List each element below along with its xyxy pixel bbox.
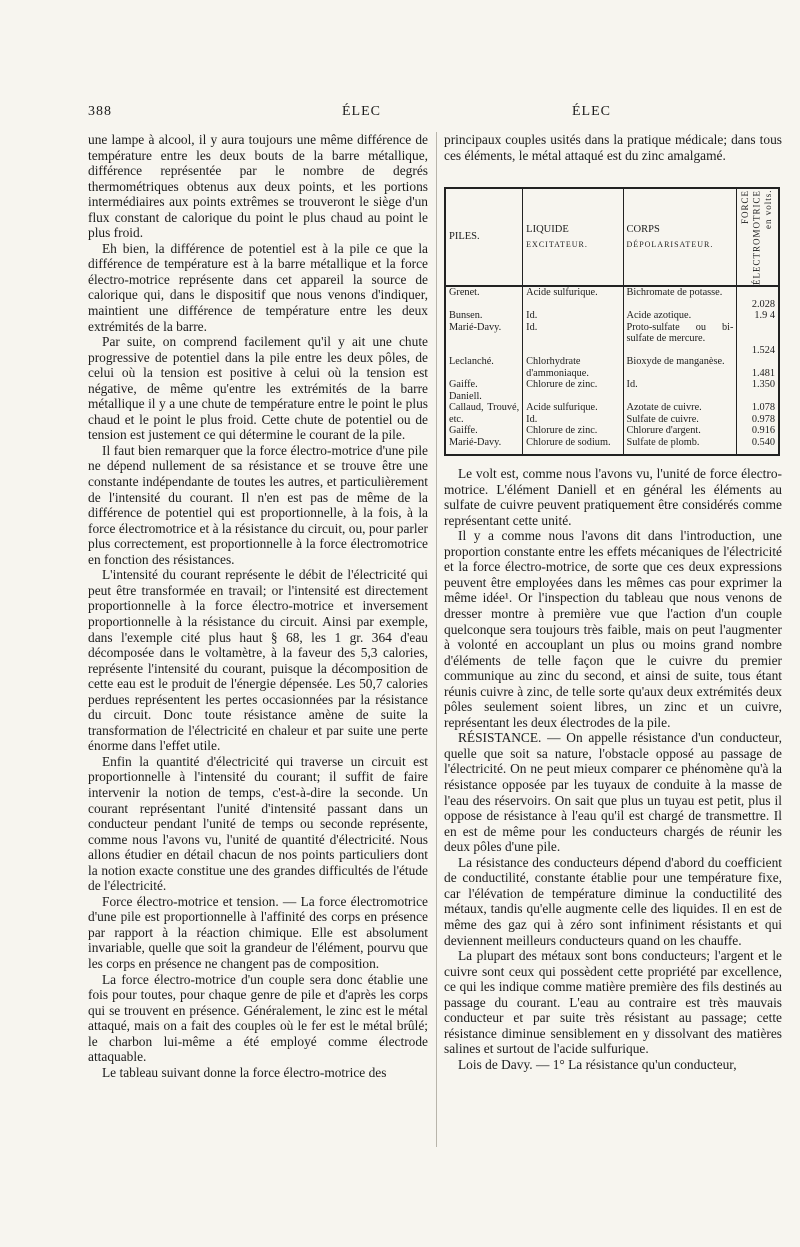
cell-liquide-text (526, 391, 619, 403)
cell-liquide-text: Chlorure de zinc. (526, 425, 598, 437)
cell-liquide-text: Id. (526, 321, 538, 333)
header-piles (445, 188, 523, 286)
cell-liquide (523, 356, 623, 379)
cell-piles (445, 286, 523, 310)
cell-piles-text: Marié-Davy. (449, 321, 502, 333)
paragraph: Le tableau suivant donne la force électro-motrice des (102, 1064, 387, 1080)
cell-force (737, 356, 779, 379)
paragraph: La plupart des métaux sont bons conducteurs; l'argent et le cuivre sont ceux qui possèdent cette propriété par excellence, ce qui les indique comme matière première des fils destinés au passage du courant. L'eau au contraire est très mauvais conducteur et par suite très résistant au passage; cette résistance diminue sensiblement en y dissolvant des matières salines et surtout de l'acide sulfurique. (444, 948, 782, 1057)
cell-piles-text: Gaiffe. (449, 425, 478, 437)
header-force-label: FORCE (740, 189, 751, 224)
cell-force-text (740, 287, 775, 299)
cell-corps-text: Acide azotique. (626, 310, 692, 322)
paragraph: Il faut bien remarquer que la force électro-motrice d'une pile ne dépend nullement de sa résistance et se trouve être une constante indépendante de toutes les autres, et particulièrement de l'intensité du courant. Il n'en est pas de même de la différence de potentiel qui est proportionnelle, à la fois, à la force électromotrice et à la résistance du circuit, ou, pour parler plus correctement, est proportionnelle à la force électromotrice en fonction des résistances. (88, 442, 428, 567)
cell-piles-text: Bunsen. (449, 310, 483, 322)
table-row (445, 402, 779, 425)
table-row (445, 379, 779, 391)
cell-piles (445, 322, 523, 357)
paragraph: Enfin la quantité d'électricité qui traverse un circuit est proportionnelle à l'intensité du courant; il suffit de faire intervenir la notion de temps, c'est-à-dire la seconde. Un courant représentant l'unité d'intensité passant dans un conducteur pendant l'unité de temps ou seconde représente, comme nous l'avons vu, l'unité de quantité d'électricité. Nous allons étudier en détail chacun de nos points particuliers dont la notion exacte constitue une des grandes difficultés de l'étude de l'électricité. (88, 753, 428, 894)
paragraph: Force électro-motrice et tension. — La force électromotrice d'une pile est proportionnelle à l'affinité des corps en présence par rapport à la réaction chimique. Elle est absolument invariable, quelle que soit la grandeur de l'élément, pourvu que les corps en présence ne changent pas de composition. (88, 893, 428, 971)
spacer-cell (523, 448, 623, 455)
cell-piles-text: Leclanché. (449, 356, 494, 368)
cell-force (737, 425, 779, 437)
cell-corps-text: Id. (626, 379, 638, 391)
cell-force-text: 1.524 (751, 344, 775, 356)
cell-liquide-text: Chlorure de zinc. (526, 379, 598, 391)
table-bottom-spacer (445, 448, 779, 455)
cell-piles (445, 379, 523, 391)
cell-corps (623, 379, 737, 391)
cell-force (737, 402, 779, 425)
paragraph: Eh bien, la différence de potentiel est à la pile ce que la différence de température est à la barre métallique et la force électro-motrice représente dans cet appareil la source de calorique qui, dans le dispositif que nous venons d'indiquer, maintient une différence de température entre les deux extrémités de la barre. (88, 240, 428, 334)
header-liquide-sub: EXCITATEUR. (526, 240, 588, 250)
cell-liquide (523, 437, 623, 449)
cell-piles (445, 310, 523, 322)
table-row (445, 425, 779, 437)
table-row (445, 437, 779, 449)
cell-liquide-text: Id. (526, 413, 538, 425)
paragraph: Il y a comme nous l'avons dit dans l'introduction, une proportion constante entre les effets mécaniques de l'électricité et la force électro-motrice, de sorte que ces deux expressions peuvent être employées dans les mêmes cas pour exprimer la même idée¹. Or l'inspection du tableau que nous venons de dresser montre à première vue que l'action d'un couple quelconque sera toujours très faible, mais on peut l'augmenter à volonté en accouplant un plus ou moins grand nombre d'éléments de telle façon que le cuivre du premier communique au zinc du second, et ainsi de suite, tous étant réunis cuivre à zinc, de telle sorte qu'aux deux extrémités deux pôles seulement soient libres, un zinc et un cuivre, représentant les deux électrodes de la pile. (444, 528, 782, 730)
cell-piles-text: Grenet. (449, 287, 480, 299)
cell-corps-text: Bichromate de potasse. (626, 287, 723, 299)
cell-piles (445, 356, 523, 379)
cell-corps (623, 425, 737, 437)
column-divider (436, 132, 437, 1147)
cell-corps (623, 356, 737, 379)
cell-piles-text: Marié-Davy. (449, 436, 502, 448)
cell-corps-text: Chlorure d'argent. (626, 425, 701, 437)
cell-force-text: 0.540 (751, 436, 775, 448)
header-liquide-label: LIQUIDE (526, 223, 569, 235)
cell-force-text (740, 391, 775, 403)
paragraph: RÉSISTANCE. — On appelle résistance d'un conducteur, quelle que soit sa nature, l'obstacle opposé au passage de l'électricité. On ne peut mieux comparer ce phénomène qu'à la résistance opposée par les tuyaux de conduite à la masse de l'eau des réservoirs. On sait que plus un tuyau est petit, plus il oppose de résistance à l'eau qu'il est chargé de transmettre. Il en est de même pour les conducteurs chargés de réunir les deux pôles d'une pile. (444, 730, 782, 855)
cell-force-text: 1.078 (751, 402, 775, 414)
cell-corps (623, 322, 737, 357)
header-corps-label: CORPS (626, 223, 660, 235)
table-header-row (445, 188, 779, 286)
cell-liquide (523, 286, 623, 310)
cell-force (737, 391, 779, 403)
cell-piles-text: Daniell. (449, 390, 482, 402)
running-header (88, 104, 734, 124)
header-force-sub: ÉLECTROMOTRICE (751, 189, 762, 285)
cell-force (737, 379, 779, 391)
cell-force-text: 1.481 (751, 367, 775, 379)
cell-corps (623, 391, 737, 403)
cell-force (737, 286, 779, 310)
header-corps (623, 188, 737, 286)
cell-liquide-text: Chlorhydrate d'ammoniaque. (526, 356, 589, 379)
paragraph: L'intensité du courant représente le débit de l'électricité qui peut être transformée en travail; or l'intensité est directement proportionnelle à la force électro-motrice et inversement proportionnelle à la résistance du circuit. Ainsi par exemple, dans l'exemple cité plus haut § 68, les 1 gr. 364 d'eau décomposée dans le voltamètre, à la faveur des 5,3 calories, représente l'intensité du courant, puisque la décomposition de cette eau est le produit de l'énergie dépensée. Les 50,7 calories perdues représentent les pertes occasionnées par la résistance du circuit. Donc toute résistance amène de suite la transformation de l'électricité en chaleur et par suite une perte énorme dans l'effet utile. (88, 567, 428, 754)
cell-piles-text: Callaud, Trouvé, etc. (449, 402, 520, 425)
header-force (737, 188, 779, 286)
spacer-cell (445, 448, 523, 455)
cell-corps-text (627, 391, 734, 403)
cell-liquide (523, 322, 623, 357)
cell-liquide (523, 379, 623, 391)
cell-corps-text: Azotate de cuivre. (626, 402, 702, 414)
cell-corps (623, 402, 737, 425)
header-force-vertical (740, 190, 775, 285)
cell-corps-text: Proto-sulfate ou bi-sulfate de mercure. (626, 321, 734, 345)
paragraph: Par suite, on comprend facilement qu'il y ait une chute progressive de potentiel dans la pile entre les deux pôles, de celui où la tension est positive à celui où la tension est négative, de même qu'entre les extrémités de la barre métallique il y a une chute de température entre le point le plus chaud et le point le plus froid. Cette chute de potentiel ou de tension est justement ce qui détermine le courant de la pile. (88, 334, 428, 443)
cell-piles (445, 402, 523, 425)
cell-piles (445, 391, 523, 403)
cell-liquide (523, 425, 623, 437)
cell-corps (623, 437, 737, 449)
paragraph: une lampe à alcool, il y aura toujours une même différence de température entre les deux bouts de la barre métallique, différence représentée par le nombre de degrés thermométriques obtenus aux deux points, et les portions intermédiaires aux points extrêmes se trouveront le siège d'un flux constant de calorique du point le plus chaud au point le plus froid. (88, 132, 428, 241)
cell-force-text: 1.9 4 (754, 310, 775, 322)
paragraph: Lois de Davy. — 1° La résistance qu'un conducteur, (458, 1056, 737, 1072)
running-title-right: ÉLEC (572, 104, 611, 119)
cell-liquide-text: Id. (526, 310, 538, 322)
header-corps-sub: DÉPOLARISATEUR. (626, 240, 714, 250)
table-row (445, 391, 779, 403)
cell-force (737, 437, 779, 449)
cell-corps-text: Bioxyde de manganèse. (626, 356, 725, 368)
spacer-cell (737, 448, 779, 455)
table-row (445, 356, 779, 379)
page-number: 388 (88, 104, 112, 119)
cell-piles-text: Gaiffe. (449, 379, 478, 391)
cell-piles (445, 425, 523, 437)
cell-force-text (740, 333, 775, 345)
cell-force-text (740, 322, 775, 334)
cell-force (737, 322, 779, 357)
cell-piles (445, 437, 523, 449)
header-force-unit: en volts. (763, 189, 774, 230)
piles-table (444, 187, 780, 456)
table-row (445, 310, 779, 322)
cell-force-text: 1.350 (751, 379, 775, 391)
left-column (88, 132, 428, 1080)
paragraph: principaux couples usités dans la pratique médicale; dans tous ces éléments, le métal attaqué est du zinc amalgamé. (444, 132, 782, 163)
cell-corps-text: Sulfate de cuivre. (626, 413, 699, 425)
header-liquide (523, 188, 623, 286)
cell-liquide (523, 310, 623, 322)
paragraph: Le volt est, comme nous l'avons vu, l'unité de force électro-motrice. L'élément Daniell et en général les éléments au sulfate de cuivre peuvent pratiquement être considérés comme représentant cette unité. (444, 466, 782, 528)
cell-liquide-text: Acide sulfurique. (526, 402, 598, 414)
cell-liquide (523, 402, 623, 425)
cell-corps (623, 310, 737, 322)
cell-liquide-text: Chlorure de sodium. (526, 436, 611, 448)
cell-liquide (523, 391, 623, 403)
cell-force (737, 310, 779, 322)
cell-force-text (740, 356, 775, 368)
header-piles-label: PILES. (449, 231, 480, 243)
table-row (445, 286, 779, 310)
right-column (444, 132, 782, 1072)
cell-corps (623, 286, 737, 310)
cell-force-text: 0.916 (751, 425, 775, 437)
running-title-left: ÉLEC (342, 104, 381, 119)
paragraph: La force électro-motrice d'un couple sera donc établie une fois pour toutes, pour chaque genre de pile et d'après les corps qui se trouvent en présence. Généralement, le zinc est le métal attaqué, mais on a fait des couples où le fer est le métal brûlé; le charbon lui-même a été employé comme électrode attaquable. (88, 971, 428, 1065)
cell-force-text: 2.028 (751, 298, 775, 310)
cell-corps-text: Sulfate de plomb. (626, 436, 700, 448)
cell-liquide-text: Acide sulfurique. (526, 287, 598, 299)
paragraph: La résistance des conducteurs dépend d'abord du coefficient de conductilité, constante établie pour une température fixe, car l'élévation de température diminue la conductilité des métaux, tandis qu'elle augmente celle des liquides. Il en est de même des gaz qui à zéro sont infiniment résistants et qui deviennent meilleurs conducteurs quand on les chauffe. (444, 854, 782, 948)
spacer-cell (623, 448, 737, 455)
cell-force-text: 0.978 (751, 413, 775, 425)
table-row (445, 322, 779, 357)
table-body (445, 286, 779, 455)
